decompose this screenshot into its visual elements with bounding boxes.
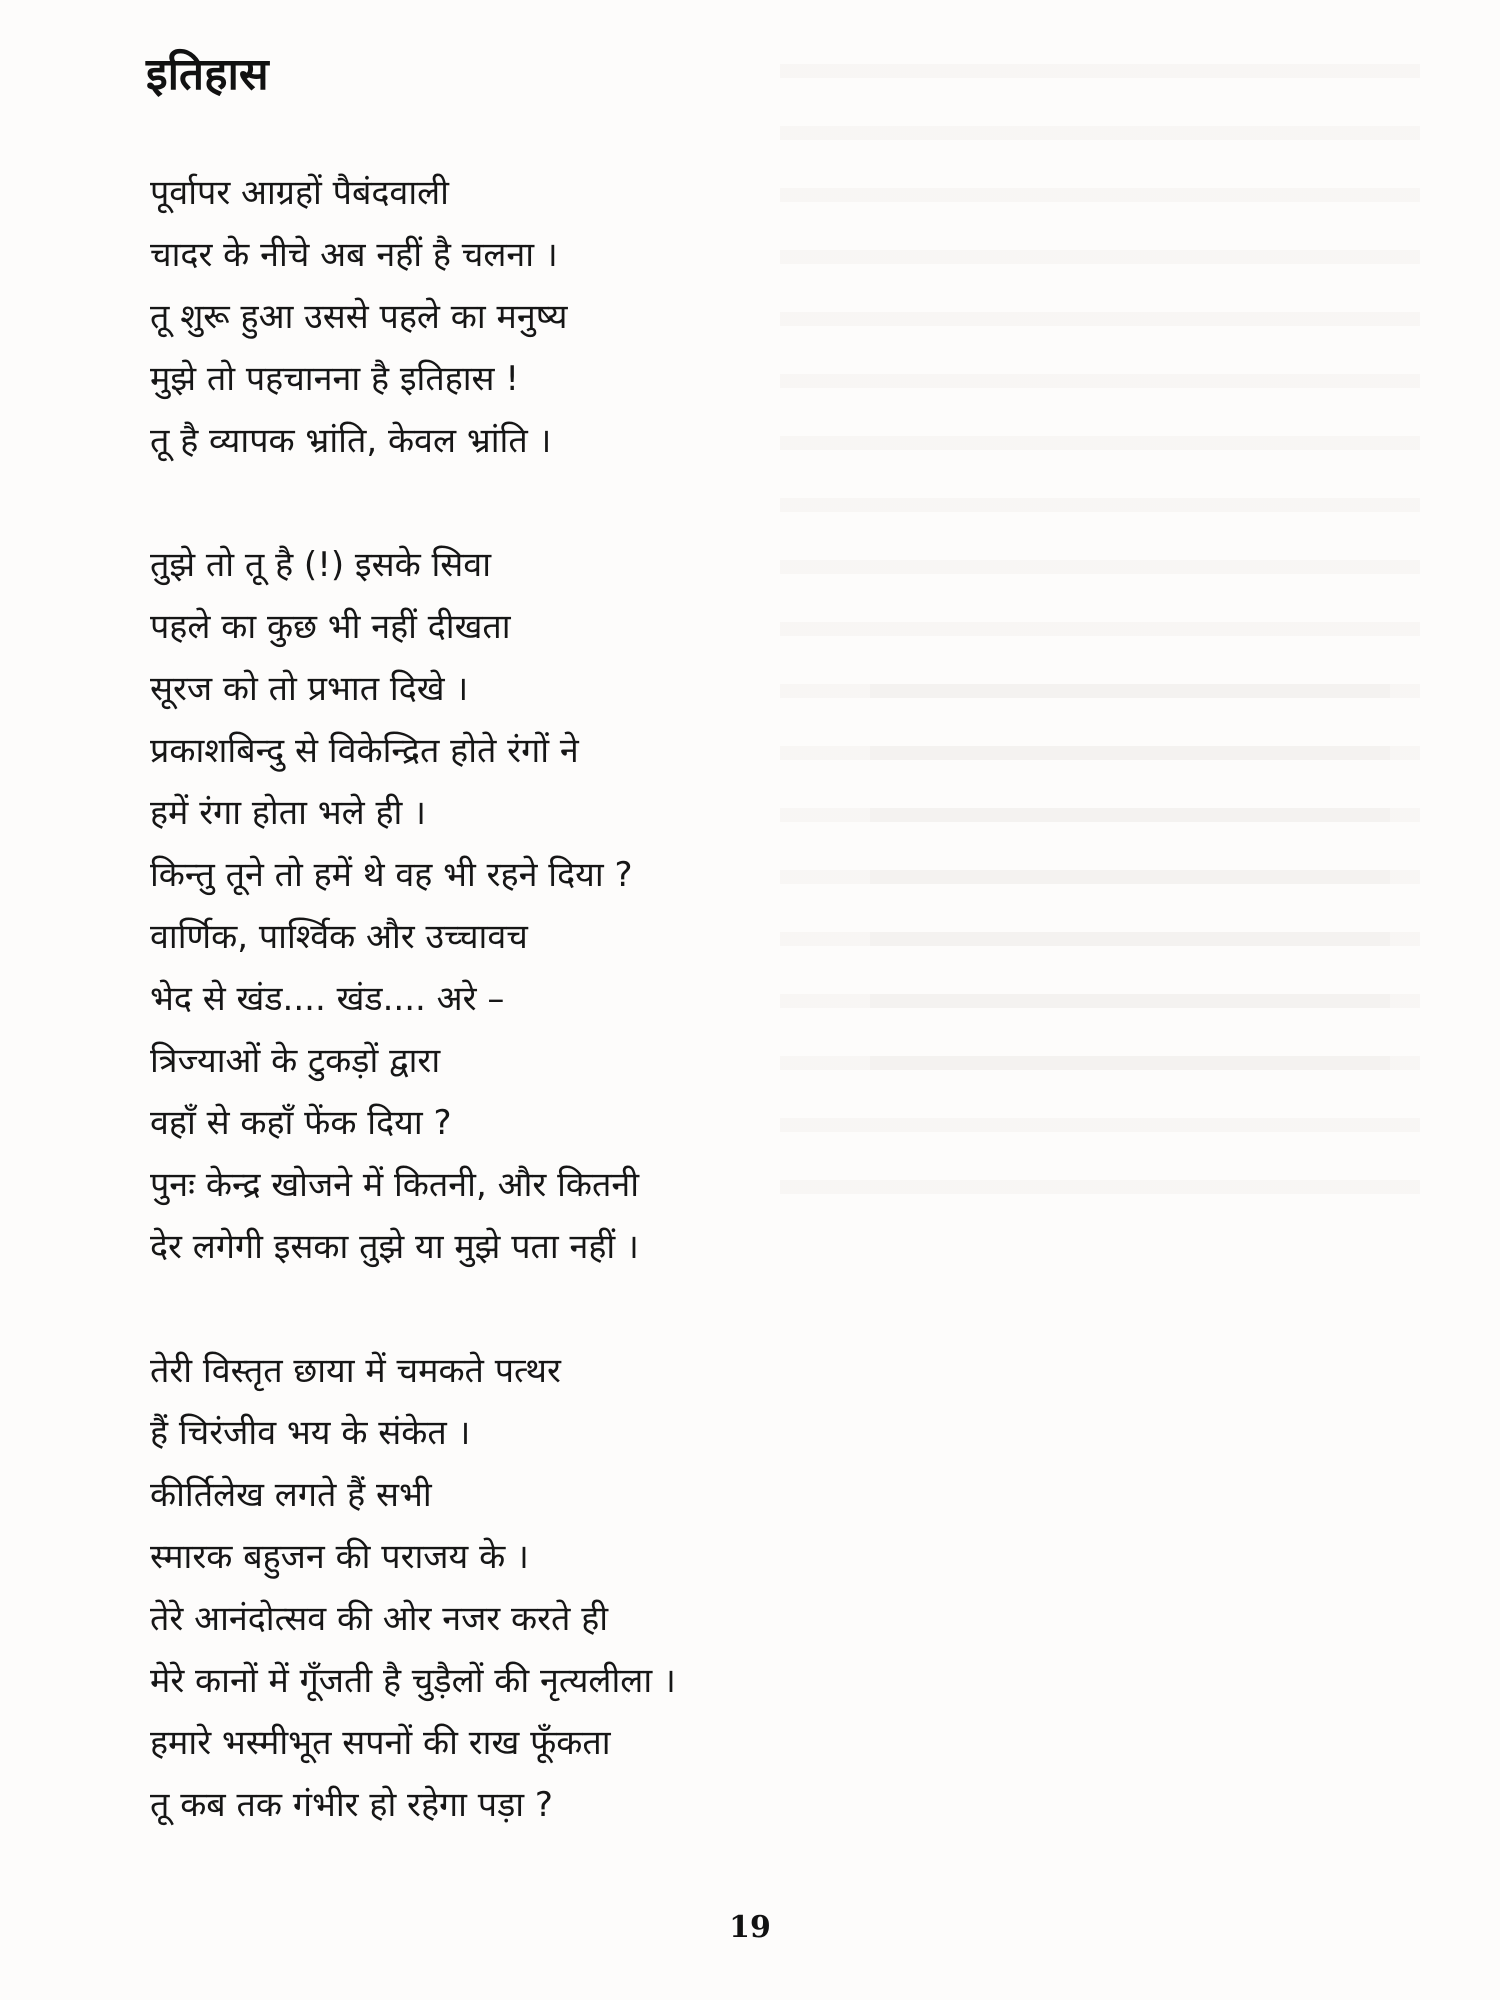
poem-line: मुझे तो पहचानना है इतिहास !: [150, 359, 519, 399]
poem-title: इतिहास: [146, 49, 269, 100]
stanza: [150, 162, 1150, 472]
poem-line: वार्णिक, पार्श्विक और उच्चावच: [150, 917, 528, 957]
poem-line: हैं चिरंजीव भय के संकेत ।: [150, 1413, 471, 1453]
poem-line: हमें रंगा होता भले ही ।: [150, 793, 427, 833]
page-number: 19: [729, 1910, 771, 1945]
poem-line: तेरे आनंदोत्सव की ओर नजर करते ही: [150, 1599, 609, 1639]
poem-line: सूरज को तो प्रभात दिखे ।: [150, 669, 469, 709]
poem-line: हमारे भस्मीभूत सपनों की राख फूँकता: [150, 1723, 611, 1763]
poem-line: वहाँ से कहाँ फेंक दिया ?: [150, 1103, 452, 1143]
stanza: [150, 534, 1150, 1278]
poem-line: तेरी विस्तृत छाया में चमकते पत्थर: [150, 1351, 561, 1391]
poem-line: तुझे तो तू है (!) इसके सिवा: [150, 545, 491, 585]
stanza: [150, 1340, 1150, 1836]
poem-line: प्रकाशबिन्दु से विकेन्द्रित होते रंगों ने: [150, 731, 579, 771]
poem-line: किन्तु तूने तो हमें थे वह भी रहने दिया ?: [150, 855, 633, 895]
poem-line: पहले का कुछ भी नहीं दीखता: [150, 607, 511, 647]
poem-line: भेद से खंड.... खंड.... अरे –: [150, 979, 505, 1019]
poem-line: तू शुरू हुआ उससे पहले का मनुष्य: [150, 297, 568, 337]
poem-line: तू है व्यापक भ्रांति, केवल भ्रांति ।: [150, 421, 552, 461]
poem-line: देर लगेगी इसका तुझे या मुझे पता नहीं ।: [150, 1227, 639, 1267]
poem-line: पुनः केन्द्र खोजने में कितनी, और कितनी: [150, 1165, 640, 1205]
poem-line: चादर के नीचे अब नहीं है चलना ।: [150, 235, 558, 275]
poem-line: पूर्वापर आग्रहों पैबंदवाली: [150, 173, 449, 213]
poem-line: मेरे कानों में गूँजती है चुड़ैलों की नृत्यलीला ।: [150, 1661, 676, 1701]
poem-body: [150, 162, 1150, 1898]
poem-line: तू कब तक गंभीर हो रहेगा पड़ा ?: [150, 1785, 553, 1825]
poem-line: कीर्तिलेख लगते हैं सभी: [150, 1475, 432, 1515]
poem-line: त्रिज्याओं के टुकड़ों द्वारा: [150, 1041, 441, 1081]
poem-line: स्मारक बहुजन की पराजय के ।: [150, 1537, 529, 1577]
